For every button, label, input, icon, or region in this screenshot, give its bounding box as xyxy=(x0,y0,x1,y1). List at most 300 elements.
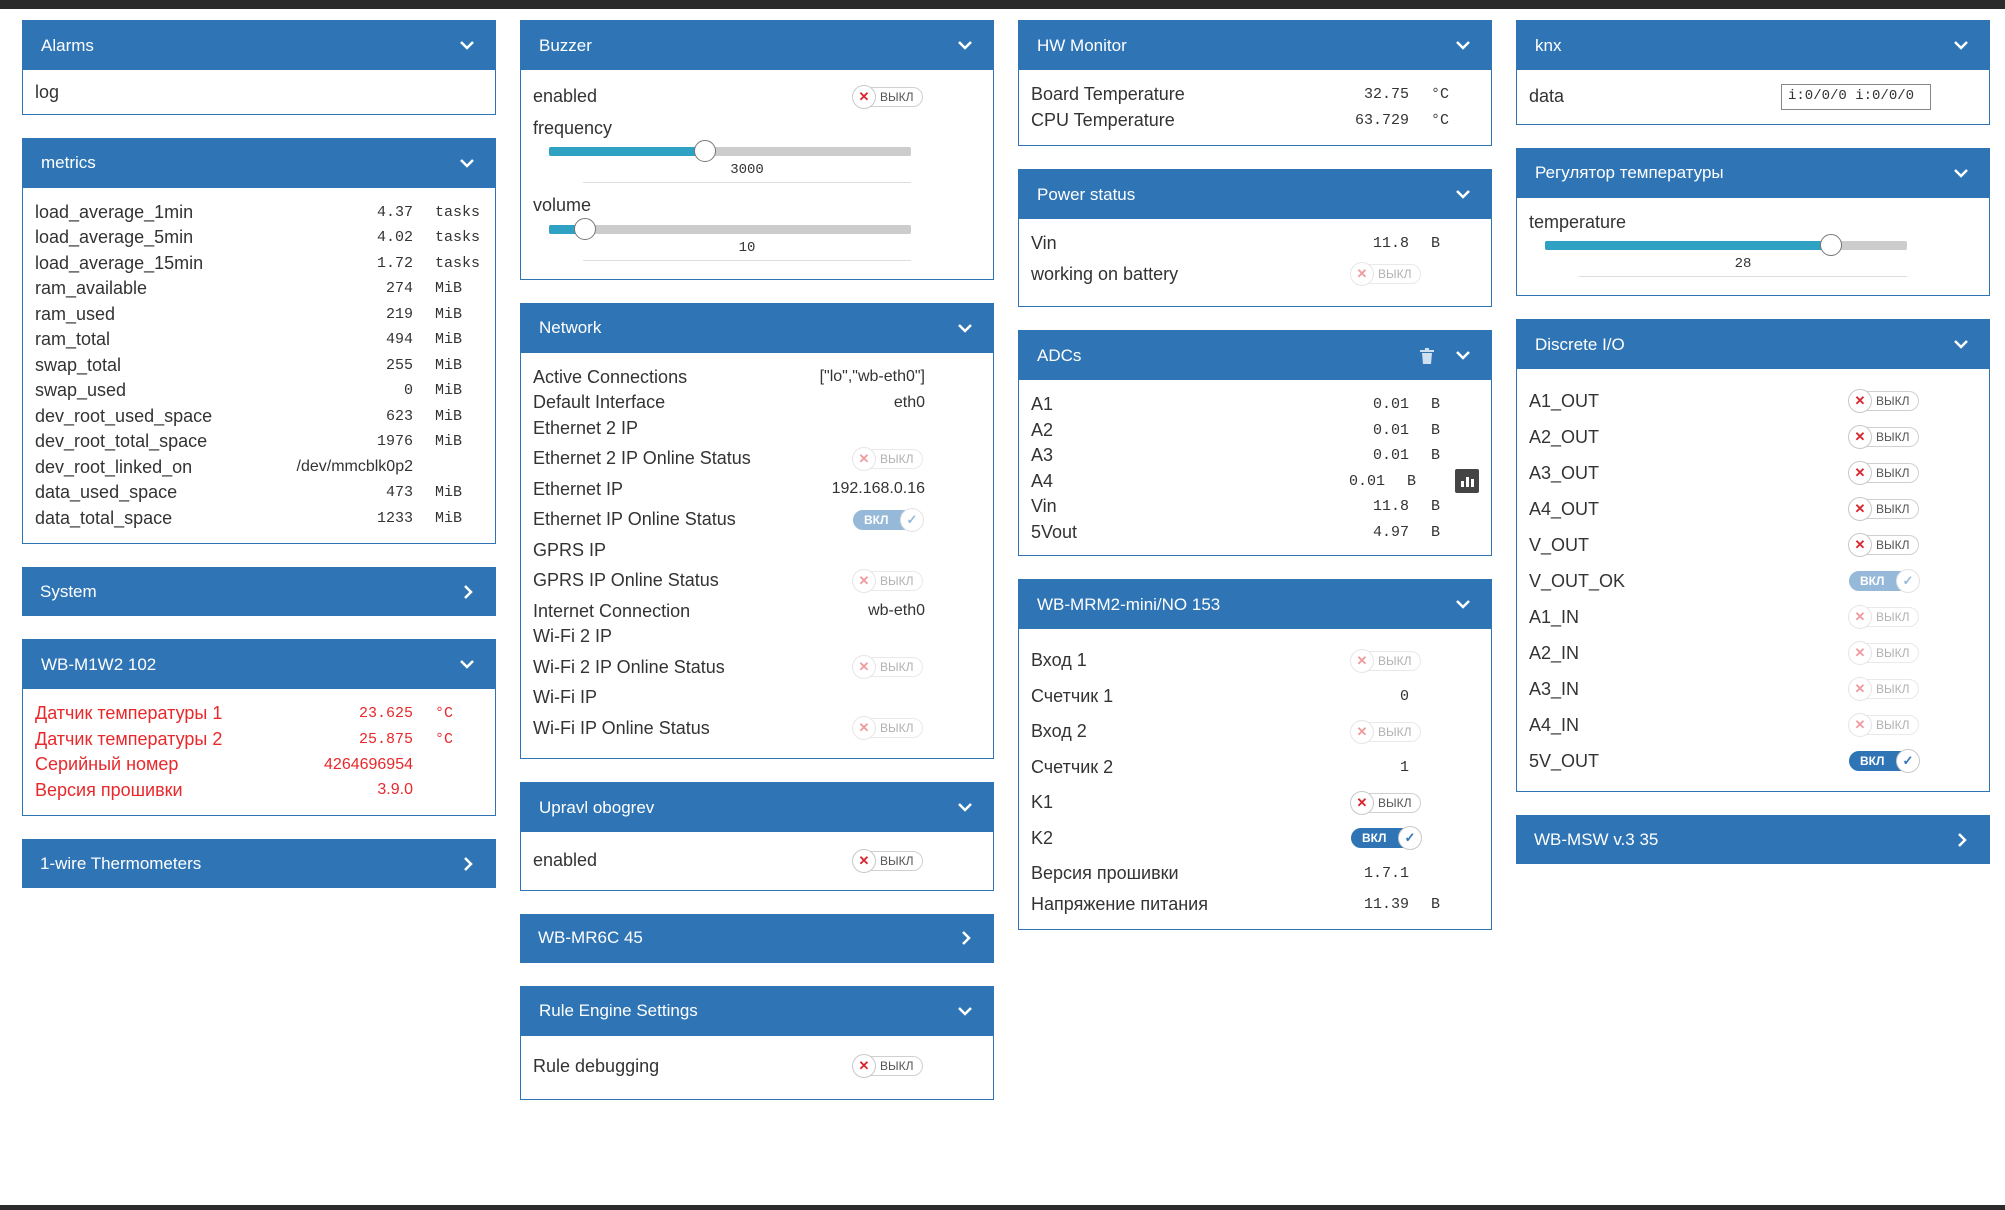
bar xyxy=(1466,477,1469,487)
adcs-header[interactable] xyxy=(1019,331,1491,380)
row-label: CPU Temperature xyxy=(1031,109,1175,130)
row-label: Wi-Fi IP Online Status xyxy=(533,717,710,738)
row-unit: B xyxy=(1431,396,1441,414)
chevron-down-icon[interactable] xyxy=(1453,36,1473,56)
row-label: Internet Connection xyxy=(533,600,691,621)
row-label: Вход 1 xyxy=(1031,650,1087,671)
row-label: data_used_space xyxy=(35,482,178,503)
row-label: Счетчик 1 xyxy=(1031,685,1114,706)
panel-title: Upravl obogrev xyxy=(539,797,655,817)
row-label: Vin xyxy=(1031,233,1057,254)
switch-toggle[interactable] xyxy=(1849,391,1919,411)
switch-state-label: ВЫКЛ xyxy=(1876,394,1910,408)
panel-title: HW Monitor xyxy=(1037,35,1127,55)
panel-title: Регулятор температуры xyxy=(1535,163,1724,182)
panel-title: WB-M1W2 102 xyxy=(41,654,157,674)
row-label: Ethernet 2 IP xyxy=(533,417,639,438)
knx-data-row xyxy=(1529,84,1977,110)
switch-toggle[interactable] xyxy=(1849,427,1919,447)
row-value: 4.97 xyxy=(1372,523,1409,541)
chevron-down-icon[interactable] xyxy=(457,153,477,173)
panel-title: WB-MR6C 45 xyxy=(538,928,643,947)
sensor-row xyxy=(35,752,483,778)
row-label: data_total_space xyxy=(35,507,173,528)
panel-title: System xyxy=(40,581,97,601)
system-panel xyxy=(22,567,496,616)
network-body xyxy=(521,353,993,759)
panel-title: Rule Engine Settings xyxy=(539,1001,698,1020)
chevron-down-icon[interactable] xyxy=(1453,595,1473,615)
switch-state-label: ВКЛ xyxy=(1860,754,1885,768)
chevron-down-icon[interactable] xyxy=(1951,335,1971,355)
row-label: A4_IN xyxy=(1529,714,1580,735)
battery-row xyxy=(1031,257,1479,293)
adcs-panel xyxy=(1018,330,1492,556)
onewire-header[interactable] xyxy=(22,839,496,888)
row-label: Ethernet IP xyxy=(533,478,624,499)
metrics-panel xyxy=(22,138,496,545)
rule-debugging-switch[interactable] xyxy=(853,1056,981,1076)
wb-mr6c-header[interactable] xyxy=(520,914,994,963)
switch-toggle[interactable] xyxy=(853,87,923,107)
relay-value-row xyxy=(1031,750,1479,786)
switch-toggle xyxy=(1849,715,1919,735)
sensor-row xyxy=(35,778,483,804)
battery-switch xyxy=(1351,264,1479,284)
row-value: 0.01 xyxy=(1372,421,1409,439)
slider-thumb[interactable] xyxy=(574,218,596,240)
switch-toggle[interactable] xyxy=(1849,535,1919,555)
row-unit: tasks xyxy=(435,229,481,247)
hw-row xyxy=(1031,108,1479,134)
io-row xyxy=(1529,383,1977,419)
panel-title: ADCs xyxy=(1037,345,1082,365)
row-label: volume xyxy=(533,195,592,216)
metric-row xyxy=(35,353,483,379)
panel-title: Network xyxy=(539,318,602,337)
panel-title: WB-MRM2-mini/NO 153 xyxy=(1037,594,1221,614)
hw-monitor-panel xyxy=(1018,20,1492,146)
row-unit: B xyxy=(1431,447,1441,465)
switch-toggle xyxy=(1849,643,1919,663)
power-status-panel xyxy=(1018,169,1492,307)
switch-state-label: ВЫКЛ xyxy=(1876,466,1910,480)
switch-toggle xyxy=(853,510,923,530)
row-value: 11.8 xyxy=(1372,498,1409,516)
row-label: Board Temperature xyxy=(1031,84,1185,105)
onewire-panel xyxy=(22,839,496,888)
slider-thumb[interactable] xyxy=(694,140,716,162)
row-label: Active Connections xyxy=(533,366,688,387)
row-value: 1976 xyxy=(376,433,413,451)
io-row xyxy=(1529,491,1977,527)
column-2 xyxy=(520,20,994,1123)
row-value: 11.39 xyxy=(1363,895,1409,913)
network-header[interactable] xyxy=(521,304,993,353)
row-value: 4.37 xyxy=(376,203,413,221)
row-label: frequency xyxy=(533,117,613,138)
regulator-panel xyxy=(1516,148,1990,297)
metric-row xyxy=(35,327,483,353)
adc-row xyxy=(1031,418,1479,444)
switch-toggle xyxy=(1849,607,1919,627)
top-bar xyxy=(0,0,2005,9)
row-label: Wi-Fi 2 IP xyxy=(533,626,612,647)
io-row xyxy=(1529,419,1977,455)
chevron-down-icon[interactable] xyxy=(1453,185,1473,205)
switch-toggle xyxy=(1351,722,1421,742)
row-value: 0.01 xyxy=(1372,447,1409,465)
switch-toggle[interactable] xyxy=(1849,751,1919,771)
knx-data-field[interactable]: i:0/0/0 i:0/0/0 xyxy=(1781,84,1931,110)
row-label: A1_IN xyxy=(1529,606,1580,627)
row-value: 25.875 xyxy=(358,730,413,748)
metric-row xyxy=(35,302,483,328)
cross-icon: ✕ xyxy=(1350,649,1374,673)
row-label: enabled xyxy=(533,86,598,107)
check-icon: ✓ xyxy=(1896,749,1920,773)
relay-value-row xyxy=(1031,892,1479,918)
cross-icon: ✕ xyxy=(1848,641,1872,665)
row-value: 473 xyxy=(385,484,413,502)
switch-toggle[interactable] xyxy=(853,851,923,871)
chevron-down-icon[interactable] xyxy=(457,36,477,56)
buzzer-header[interactable] xyxy=(521,21,993,70)
alarms-panel xyxy=(22,20,496,115)
trash-icon[interactable] xyxy=(1415,344,1439,368)
adc-row xyxy=(1031,520,1479,546)
cross-icon: ✕ xyxy=(1848,497,1872,521)
discrete-io-panel xyxy=(1516,319,1990,792)
upravl-enabled-row xyxy=(533,848,981,874)
row-label: GPRS IP Online Status xyxy=(533,570,719,591)
frequency-slider[interactable] xyxy=(533,147,981,189)
cross-icon: ✕ xyxy=(1848,533,1872,557)
row-label: A3_IN xyxy=(1529,678,1580,699)
io-row xyxy=(1529,527,1977,563)
metric-row xyxy=(35,480,483,506)
metric-row xyxy=(35,251,483,277)
frequency-row xyxy=(533,116,981,142)
switch-toggle[interactable] xyxy=(853,1056,923,1076)
slider-value: 3000 xyxy=(583,162,911,183)
metric-row xyxy=(35,200,483,226)
metrics-body xyxy=(23,188,495,544)
network-row xyxy=(533,685,981,711)
row-unit: MiB xyxy=(435,280,463,298)
row-label: data xyxy=(1529,86,1565,107)
row-label: 5Vout xyxy=(1031,521,1078,542)
row-label: working on battery xyxy=(1031,263,1179,284)
regulator-header[interactable] xyxy=(1517,149,1989,198)
row-value: 11.8 xyxy=(1372,235,1409,253)
buzzer-enabled-row xyxy=(533,84,981,110)
discrete-io-header[interactable] xyxy=(1517,320,1989,369)
adc-row xyxy=(1031,469,1479,495)
switch-state-label: ВЫКЛ xyxy=(880,573,914,588)
switch-toggle xyxy=(853,657,923,677)
row-unit: MiB xyxy=(435,382,463,400)
row-label: K2 xyxy=(1031,827,1054,848)
panel-title: metrics xyxy=(41,153,96,172)
switch-state-label: ВЫКЛ xyxy=(880,853,914,868)
metric-row xyxy=(35,404,483,430)
cross-icon: ✕ xyxy=(852,1054,876,1078)
row-unit: MiB xyxy=(435,356,463,374)
row-value: 255 xyxy=(385,356,413,374)
row-label: load_average_1min xyxy=(35,201,194,222)
row-label: Rule debugging xyxy=(533,1055,660,1076)
chevron-down-icon[interactable] xyxy=(1453,346,1473,366)
buzzer-enabled-switch[interactable] xyxy=(853,87,981,107)
row-value: 0.01 xyxy=(1372,396,1409,414)
row-value: 623 xyxy=(385,407,413,425)
cross-icon: ✕ xyxy=(1350,791,1374,815)
row-unit: °C xyxy=(1431,86,1450,104)
row-unit: MiB xyxy=(435,407,463,425)
row-label: GPRS IP xyxy=(533,539,607,560)
row-value: 192.168.0.16 xyxy=(831,480,925,498)
network-row xyxy=(533,477,981,503)
row-label: swap_total xyxy=(35,354,122,375)
row-label: dev_root_used_space xyxy=(35,405,213,426)
switch-state-label: ВЫКЛ xyxy=(1876,682,1910,696)
bar-chart-icon[interactable] xyxy=(1455,469,1479,493)
adc-row xyxy=(1031,392,1479,418)
knx-header[interactable] xyxy=(1517,21,1989,70)
slider-track[interactable] xyxy=(1545,241,1907,250)
slider-value: 10 xyxy=(583,240,911,261)
row-label: swap_used xyxy=(35,380,127,401)
network-row xyxy=(533,538,981,564)
column-1 xyxy=(22,20,496,911)
cross-icon: ✕ xyxy=(1848,389,1872,413)
row-value: 1 xyxy=(1399,758,1409,776)
row-unit: B xyxy=(1431,895,1441,913)
row-unit: MiB xyxy=(435,509,463,527)
cross-icon: ✕ xyxy=(1848,461,1872,485)
switch-state-label: ВЫКЛ xyxy=(880,721,914,736)
hw-row xyxy=(1031,82,1479,108)
metric-row xyxy=(35,455,483,481)
volume-row xyxy=(533,193,981,219)
wb-m1w2-header[interactable] xyxy=(23,640,495,689)
row-label: enabled xyxy=(533,850,598,871)
switch-state-label: ВЫКЛ xyxy=(1378,653,1412,668)
wb-mrm2-panel xyxy=(1018,579,1492,930)
row-unit: tasks xyxy=(435,254,481,272)
row-label: Серийный номер xyxy=(35,754,179,775)
row-label: 5V_OUT xyxy=(1529,750,1600,771)
row-label: K1 xyxy=(1031,792,1054,813)
row-label: dev_root_total_space xyxy=(35,431,208,452)
row-unit: °C xyxy=(435,705,454,723)
wb-m1w2-panel xyxy=(22,639,496,816)
relay-value-row xyxy=(1031,856,1479,892)
upravl-enabled-switch[interactable] xyxy=(853,851,981,871)
network-status-row xyxy=(533,650,981,686)
network-status-row xyxy=(533,711,981,747)
switch-state-label: ВЫКЛ xyxy=(880,451,914,466)
row-unit: B xyxy=(1431,421,1441,439)
row-unit: B xyxy=(1431,523,1441,541)
row-unit: °C xyxy=(435,730,454,748)
sensor-row xyxy=(35,727,483,753)
row-unit: MiB xyxy=(435,484,463,502)
row-label: Датчик температуры 2 xyxy=(35,728,223,749)
slider-fill xyxy=(549,147,705,156)
row-value: 1.72 xyxy=(376,254,413,272)
network-row xyxy=(533,390,981,416)
row-value: 4.02 xyxy=(376,229,413,247)
volume-slider[interactable] xyxy=(533,225,981,267)
cross-icon: ✕ xyxy=(1848,713,1872,737)
switch-state-label: ВЫКЛ xyxy=(880,660,914,675)
cross-icon: ✕ xyxy=(852,655,876,679)
switch-state-label: ВЫКЛ xyxy=(1378,795,1412,810)
panel-title: Power status xyxy=(1037,184,1136,204)
rule-debugging-row xyxy=(533,1054,981,1080)
row-unit: B xyxy=(1431,498,1441,516)
wb-msw-header[interactable] xyxy=(1516,815,1990,864)
switch-toggle xyxy=(1849,571,1919,591)
relay-value-row xyxy=(1031,679,1479,715)
bar xyxy=(1471,479,1474,487)
io-row xyxy=(1529,599,1977,635)
wb-mrm2-header[interactable] xyxy=(1019,580,1491,629)
slider-thumb[interactable] xyxy=(1820,234,1842,256)
chevron-down-icon[interactable] xyxy=(1951,163,1971,183)
vin-row xyxy=(1031,231,1479,257)
row-label: ram_available xyxy=(35,278,148,299)
row-label: Версия прошивки xyxy=(35,779,183,800)
switch-toggle[interactable] xyxy=(1351,793,1421,813)
slider-fill xyxy=(1545,241,1831,250)
row-value: ["lo","wb-eth0"] xyxy=(819,368,925,386)
panel-title: knx xyxy=(1535,35,1562,55)
bottom-bar xyxy=(0,1205,2005,1210)
rule-engine-panel xyxy=(520,986,994,1101)
row-unit: MiB xyxy=(435,331,463,349)
chevron-down-icon[interactable] xyxy=(955,1001,975,1021)
cross-icon: ✕ xyxy=(852,569,876,593)
network-row xyxy=(533,416,981,442)
upravl-panel xyxy=(520,782,994,891)
row-label: temperature xyxy=(1529,211,1627,232)
chevron-right-icon[interactable] xyxy=(956,928,976,948)
row-label: A2_OUT xyxy=(1529,426,1600,447)
switch-toggle[interactable] xyxy=(1351,828,1421,848)
row-label: Ethernet IP Online Status xyxy=(533,509,736,530)
panel-title: 1-wire Thermometers xyxy=(40,853,202,873)
panel-title: WB-MSW v.3 35 xyxy=(1534,829,1659,849)
cross-icon: ✕ xyxy=(852,447,876,471)
column-4 xyxy=(1516,20,1990,887)
switch-toggle xyxy=(853,571,923,591)
cross-icon: ✕ xyxy=(1848,425,1872,449)
chevron-down-icon[interactable] xyxy=(955,318,975,338)
metric-row xyxy=(35,506,483,532)
adc-row xyxy=(1031,443,1479,469)
switch-toggle xyxy=(1351,651,1421,671)
switch-state-label: ВЫКЛ xyxy=(1876,538,1910,552)
power-status-header[interactable] xyxy=(1019,170,1491,219)
slider-track[interactable] xyxy=(549,225,911,234)
metric-row xyxy=(35,276,483,302)
row-label: ram_used xyxy=(35,303,116,324)
check-icon: ✓ xyxy=(1398,826,1422,850)
switch-toggle[interactable] xyxy=(1849,463,1919,483)
row-value: 274 xyxy=(385,280,413,298)
row-label: A1_OUT xyxy=(1529,390,1600,411)
temperature-row xyxy=(1529,210,1977,236)
row-unit: MiB xyxy=(435,433,463,451)
chevron-right-icon[interactable] xyxy=(458,582,478,602)
row-label: A4_OUT xyxy=(1529,498,1600,519)
relay-row xyxy=(1031,785,1479,821)
switch-state-label: ВЫКЛ xyxy=(1378,724,1412,739)
temperature-slider[interactable] xyxy=(1529,241,1977,283)
chevron-down-icon[interactable] xyxy=(457,655,477,675)
hw-monitor-header[interactable] xyxy=(1019,21,1491,70)
row-label: Счетчик 2 xyxy=(1031,756,1114,777)
alarms-header[interactable] xyxy=(23,21,495,70)
row-label: A4 xyxy=(1031,470,1054,491)
column-3 xyxy=(1018,20,1492,953)
sensor-row xyxy=(35,701,483,727)
chevron-right-icon[interactable] xyxy=(458,854,478,874)
metrics-header[interactable] xyxy=(23,139,495,188)
row-label: V_OUT_OK xyxy=(1529,570,1626,591)
upravl-header[interactable] xyxy=(521,783,993,832)
wb-m1w2-body xyxy=(23,689,495,815)
adcs-body xyxy=(1019,380,1491,555)
relay-row xyxy=(1031,714,1479,750)
row-label: ram_total xyxy=(35,329,111,350)
row-label: Wi-Fi 2 IP Online Status xyxy=(533,656,725,677)
cross-icon: ✕ xyxy=(852,85,876,109)
row-label: Wi-Fi IP xyxy=(533,687,597,708)
switch-state-label: ВЫКЛ xyxy=(1876,502,1910,516)
chevron-down-icon[interactable] xyxy=(1951,36,1971,56)
system-header[interactable] xyxy=(22,567,496,616)
network-panel xyxy=(520,303,994,760)
row-unit: B xyxy=(1407,472,1417,490)
rule-engine-header[interactable] xyxy=(521,987,993,1036)
panel-title: Buzzer xyxy=(539,35,592,55)
row-unit: °C xyxy=(1431,111,1450,129)
row-value: 3.9.0 xyxy=(377,781,413,799)
chevron-right-icon[interactable] xyxy=(1952,830,1972,850)
relay-row xyxy=(1031,821,1479,857)
row-label: Версия прошивки xyxy=(1031,863,1179,884)
wb-msw-panel xyxy=(1516,815,1990,864)
discrete-io-body xyxy=(1517,369,1989,791)
cross-icon: ✕ xyxy=(1350,262,1374,286)
chevron-down-icon[interactable] xyxy=(955,36,975,56)
row-value: 0.01 xyxy=(1348,472,1385,490)
check-icon: ✓ xyxy=(1896,569,1920,593)
metric-row xyxy=(35,429,483,455)
slider-track[interactable] xyxy=(549,147,911,156)
network-status-row xyxy=(533,502,981,538)
switch-state-label: ВЫКЛ xyxy=(1876,430,1910,444)
switch-toggle[interactable] xyxy=(1849,499,1919,519)
switch-state-label: ВКЛ xyxy=(864,512,889,527)
chevron-down-icon[interactable] xyxy=(955,798,975,818)
cross-icon: ✕ xyxy=(1848,677,1872,701)
row-value: 494 xyxy=(385,331,413,349)
